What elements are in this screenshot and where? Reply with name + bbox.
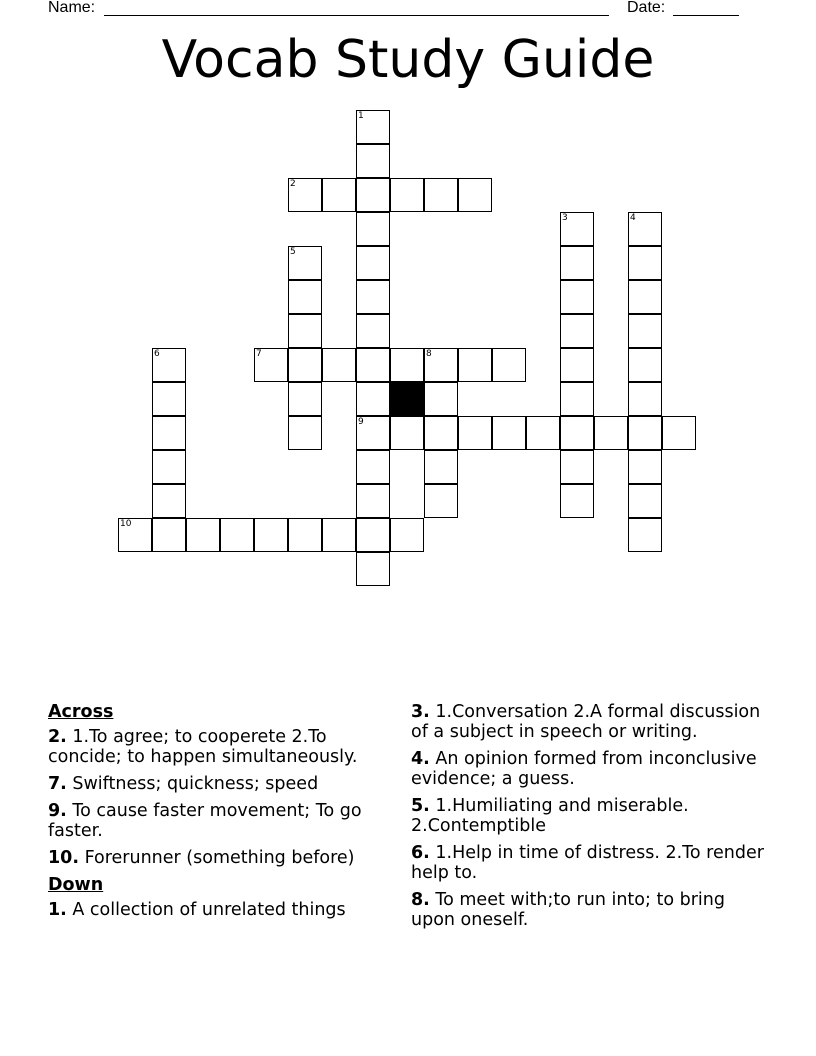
grid-cell[interactable] [118,518,152,552]
grid-cell[interactable] [186,518,220,552]
clue-item [411,843,771,883]
grid-cell[interactable] [356,144,390,178]
grid-cell[interactable] [560,212,594,246]
clue-number: 1 [358,111,364,121]
grid-cell[interactable] [288,382,322,416]
grid-cell[interactable] [152,484,186,518]
date-label: Date: [627,0,666,16]
grid-cell[interactable] [254,518,288,552]
clue-item [48,848,398,868]
clue-item-text: 1.Conversation 2.A formal discussion of a subject in speech or writing. [411,702,761,742]
grid-cell[interactable] [628,246,662,280]
grid-cell[interactable] [628,450,662,484]
grid-cell[interactable] [322,178,356,212]
clue-item-number: 8. [411,890,430,910]
grid-cell[interactable] [560,382,594,416]
clue-item [411,890,771,930]
grid-cell[interactable] [424,178,458,212]
clue-number: 5 [290,247,296,257]
grid-cell[interactable] [390,348,424,382]
grid-cell[interactable] [560,280,594,314]
grid-cell[interactable] [288,246,322,280]
clue-item-text: 1.Humiliating and miserable. 2.Contemptible [411,796,689,836]
grid-cell[interactable] [560,416,594,450]
page-title: Vocab Study Guide [161,30,655,90]
grid-cell[interactable] [424,348,458,382]
grid-cell[interactable] [560,314,594,348]
grid-cell[interactable] [390,518,424,552]
grid-cell[interactable] [560,348,594,382]
grid-cell[interactable] [628,416,662,450]
clue-number: 3 [562,213,568,223]
clue-item-number: 3. [411,702,430,722]
grid-cell[interactable] [356,212,390,246]
grid-cell[interactable] [628,518,662,552]
clue-number: 2 [290,179,296,189]
grid-cell[interactable] [288,416,322,450]
clue-item [48,774,398,794]
grid-cell[interactable] [424,382,458,416]
grid-cell[interactable] [458,416,492,450]
grid-cell[interactable] [390,416,424,450]
grid-cell[interactable] [356,484,390,518]
clue-item-number: 9. [48,801,67,821]
clue-item [48,900,398,920]
grid-cell[interactable] [356,382,390,416]
clue-item-text: Swiftness; quickness; speed [66,774,319,794]
clue-item-number: 1. [48,900,67,920]
clue-item [411,796,771,836]
clues-right-column [411,702,771,937]
clue-number: 4 [630,213,636,223]
grid-cell[interactable] [628,314,662,348]
grid-cell[interactable] [628,484,662,518]
grid-cell[interactable] [560,484,594,518]
grid-cell[interactable] [458,348,492,382]
grid-cell[interactable] [356,518,390,552]
grid-cell[interactable] [458,178,492,212]
clue-item-number: 6. [411,843,430,863]
clue-item-text: Forerunner (something before) [79,848,355,868]
grid-cell[interactable] [356,552,390,586]
clue-number: 7 [256,349,262,359]
grid-cell[interactable] [152,382,186,416]
grid-cell[interactable] [254,348,288,382]
clue-item-number: 10. [48,848,80,868]
clue-item-text: To cause faster movement; To go faster. [48,801,362,841]
clue-item [411,749,771,789]
grid-cell[interactable] [628,382,662,416]
clue-item-text: To meet with;to run into; to bring upon oneself. [411,890,725,930]
clue-number: 8 [426,349,432,359]
grid-cell[interactable] [288,280,322,314]
grid-cell[interactable] [356,178,390,212]
grid-cell[interactable] [560,246,594,280]
down-heading: Down [48,875,104,895]
grid-cell[interactable] [356,450,390,484]
grid-cell[interactable] [322,518,356,552]
clue-item-text: A collection of unrelated things [66,900,346,920]
grid-cell[interactable] [152,450,186,484]
clue-item-number: 7. [48,774,67,794]
down-clue-list-right [411,702,771,930]
grid-cell[interactable] [288,178,322,212]
clue-number: 9 [358,417,364,427]
grid-cell[interactable] [220,518,254,552]
grid-cell[interactable] [492,416,526,450]
clue-item-number: 4. [411,749,430,769]
grid-cell[interactable] [424,416,458,450]
grid-cell[interactable] [152,416,186,450]
grid-cell[interactable] [356,314,390,348]
grid-cell[interactable] [492,348,526,382]
clues-left-column [48,702,398,927]
grid-cell[interactable] [356,246,390,280]
grid-cell[interactable] [560,450,594,484]
grid-cell[interactable] [288,314,322,348]
clue-number: 6 [154,349,160,359]
clue-item [411,702,771,742]
grid-cell[interactable] [390,178,424,212]
grid-cell[interactable] [356,348,390,382]
grid-cell[interactable] [356,110,390,144]
grid-cell[interactable] [424,450,458,484]
grid-cell[interactable] [662,416,696,450]
across-heading: Across [48,702,114,722]
grid-cell[interactable] [288,348,322,382]
clue-item-text: 1.Help in time of distress. 2.To render help to. [411,843,764,883]
clue-item [48,727,398,767]
grid-cell[interactable] [356,416,390,450]
across-clue-list [48,727,398,868]
grid-cell[interactable] [152,518,186,552]
grid-cell[interactable] [628,280,662,314]
grid-cell[interactable] [594,416,628,450]
grid-cell[interactable] [526,416,560,450]
black-cell [390,382,424,416]
grid-cell[interactable] [424,484,458,518]
clue-number: 10 [120,519,132,529]
grid-cell[interactable] [628,212,662,246]
grid-cell[interactable] [288,518,322,552]
grid-cell[interactable] [152,348,186,382]
grid-cell[interactable] [628,348,662,382]
clue-item-text: An opinion formed from inconclusive evidence; a guess. [411,749,757,789]
clue-item-number: 2. [48,727,67,747]
down-clue-list-left [48,900,398,920]
clue-item-number: 5. [411,796,430,816]
clue-item-text: 1.To agree; to cooperete 2.To concide; to happen simultaneously. [48,727,358,767]
name-label: Name: [48,0,96,16]
grid-cell[interactable] [322,348,356,382]
grid-cell[interactable] [356,280,390,314]
clue-item [48,801,398,841]
